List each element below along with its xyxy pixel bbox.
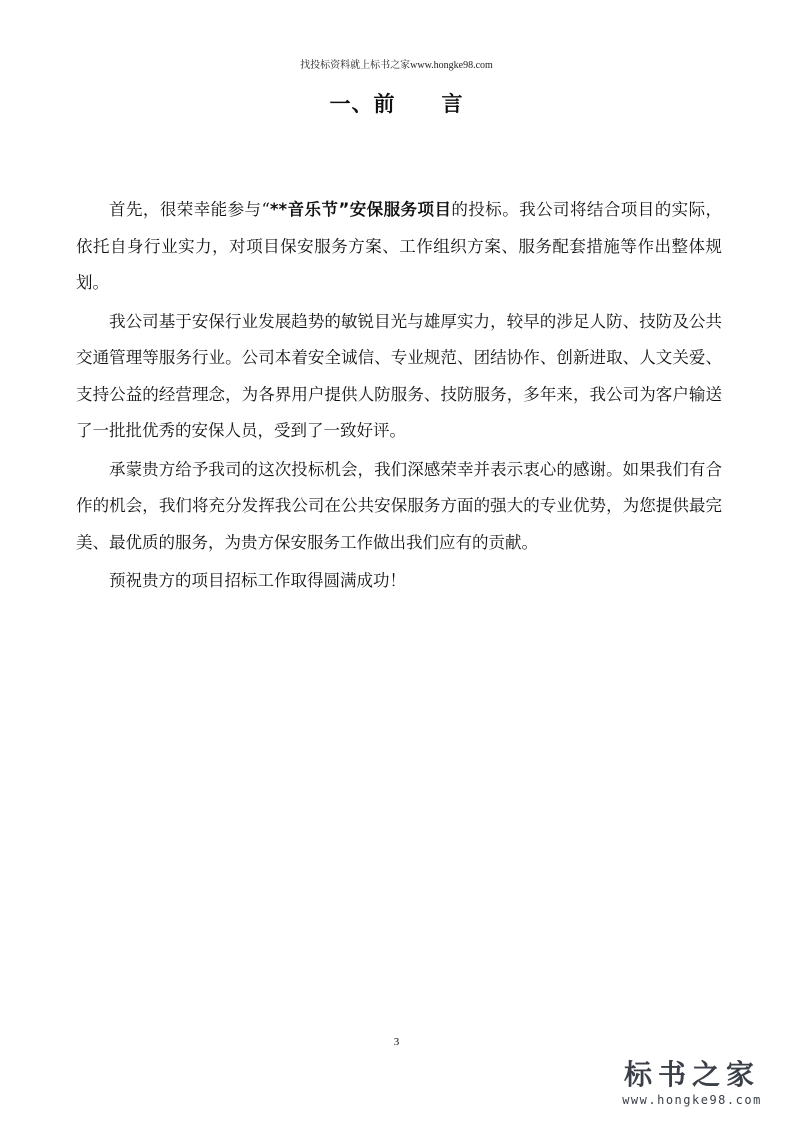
page-title [0, 88, 793, 118]
paragraph-3: 承蒙贵方给予我司的这次投标机会，我们深感荣幸并表示衷心的感谢。如果我们有合作的机会，我们将充分发挥我公司在公共安保服务方面的强大的专业优势，为您提供最完美、最优质的服务，为贵方保安服务工作做出我们应有的贡献。 [76, 459, 722, 552]
paragraph-4: 预祝贵方的项目招标工作取得圆满成功！ [109, 571, 406, 590]
document-body [76, 192, 722, 602]
page-title-part1: 一、前 [329, 92, 396, 116]
paragraph-2: 我公司基于安保行业发展趋势的敏锐目光与雄厚实力，较早的涉足人防、技防及公共交通管理等服务行业。公司本着安全诚信、专业规范、团结协作、创新进取、人文关爱、支持公益的经营理念，为各界用户提供人防服务、技防服务，多年来，我公司为客户输送了一批批优秀的安保人员，受到了一致好评。 [76, 311, 722, 440]
page-number: 3 [393, 1036, 400, 1048]
paragraph-1-lead: 首先，很荣幸能参与“ [109, 200, 270, 219]
watermark-url: www.hongke98.com [622, 1093, 762, 1107]
header-note: 找投标资料就上标书之家www.hongke98.com [300, 60, 493, 71]
paragraph-1-rest: 的投标。我公司将结合项目的实际，依托自身行业实力，对项目保安服务方案、工作组织方案、服务配套措施等作出整体规划。 [76, 200, 723, 292]
page-title-part2: 言 [441, 92, 464, 116]
watermark-title: 标书之家 [623, 1058, 760, 1091]
project-name: **音乐节”安保服务项目 [269, 200, 452, 219]
watermark-logo [607, 1058, 777, 1108]
paragraph-1 [76, 192, 722, 302]
